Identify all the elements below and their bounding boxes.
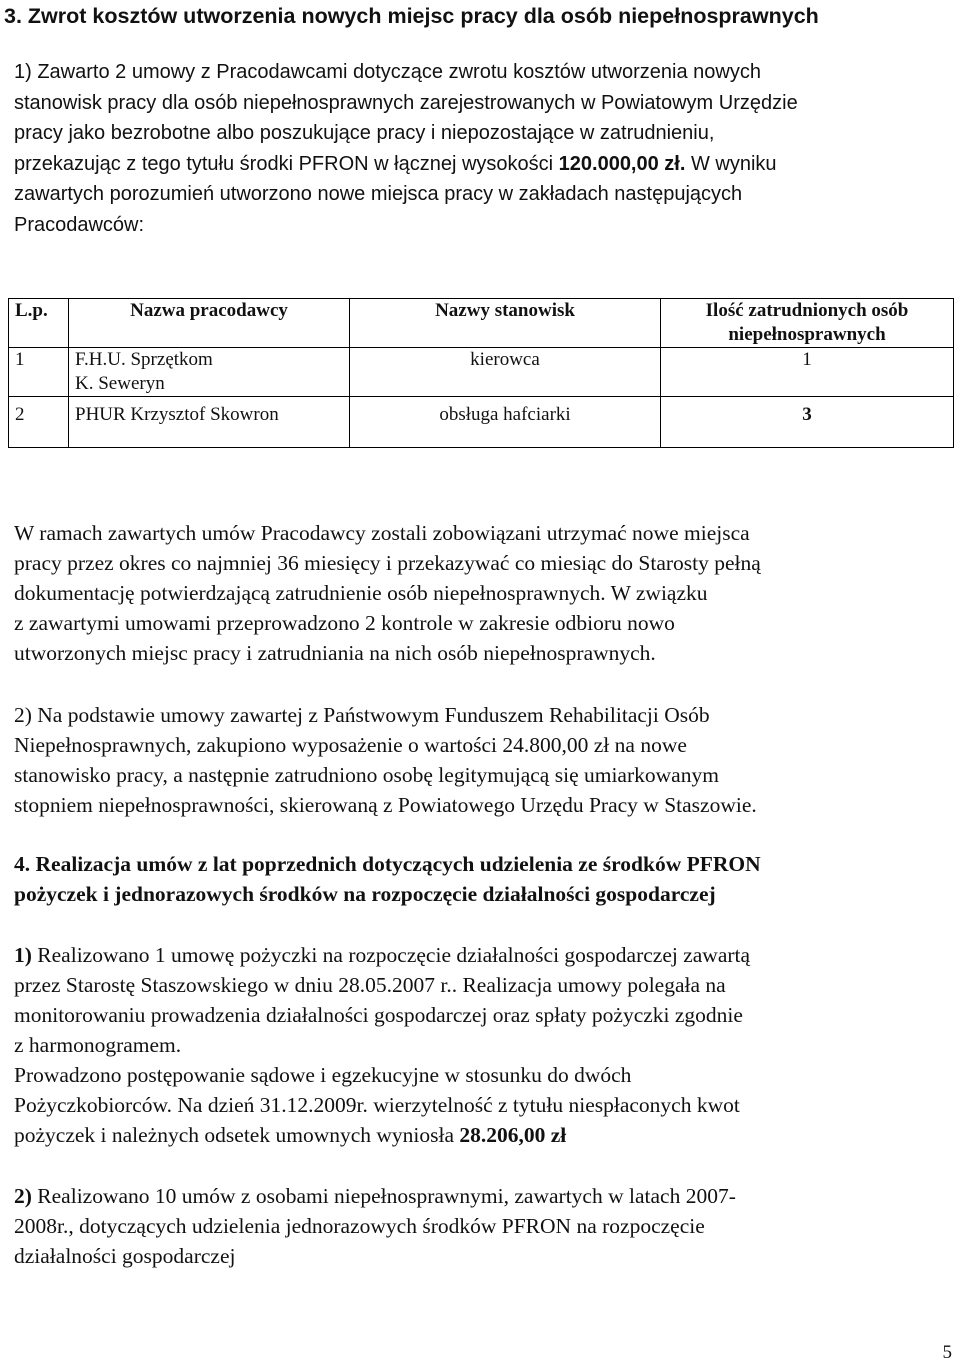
table-row [9,348,954,397]
header-count-line: niepełnosprawnych [728,324,886,345]
text-fragment: Realizowano 1 umowę pożyczki na rozpoczęcie działalności gospodarczej zawartą [31,943,751,967]
text-fragment: Realizowano 10 umów z osobami niepełnosprawnymi, zawartych w latach 2007- [31,1184,736,1208]
text-line: stopniem niepełnosprawności, skierowaną z Powiatowego Urzędu Pracy w Staszowie. [14,793,757,817]
heading-line: 4. Realizacja umów z lat poprzednich dotyczących udzielenia ze środków PFRON [14,852,761,876]
text-line [14,940,944,970]
text-line: pracy jako bezrobotne albo poszukujące pracy i niepozostające w zatrudnieniu, [14,122,715,144]
table-header-row [9,299,954,348]
text-line: przez Starostę Staszowskiego w dniu 28.05.2007 r.. Realizacja umowy polegała na [14,973,726,997]
cell-position: kierowca [350,348,661,397]
cell-count: 3 [661,397,954,448]
text-line [14,1120,944,1150]
cell-lp: 1 [9,348,69,397]
paragraph-grants [14,1181,944,1271]
text-fragment: pożyczek i należnych odsetek umownych wyniosła [14,1123,460,1147]
text-fragment: przekazując z tego tytułu środki PFRON w łącznej wysokości [14,152,559,175]
text-line: działalności gospodarczej [14,1244,236,1268]
cell-employer-name: PHUR Krzysztof Skowron [69,397,350,448]
section-3-heading: 3. Zwrot kosztów utworzenia nowych miejsc pracy dla osób niepełnosprawnych [4,4,819,28]
text-line: monitorowaniu prowadzenia działalności gospodarczej oraz spłaty pożyczki zgodnie [14,1003,743,1027]
amount-bold: 120.000,00 zł. [558,152,686,175]
paragraph-obligations [14,518,944,668]
text-line: Pracodawców: [14,213,145,236]
heading-line: pożyczek i jednorazowych środków na rozpoczęcie działalności gospodarczej [14,882,716,906]
text-line: Pożyczkobiorców. Na dzień 31.12.2009r. wierzytelność z tytułu niespłaconych kwot [14,1093,740,1117]
text-line: utworzonych miejsc pracy i zatrudniania na nich osób niepełnosprawnych. [14,641,656,665]
header-employer-name: Nazwa pracodawcy [69,299,350,348]
text-line: W ramach zawartych umów Pracodawcy zostali zobowiązani utrzymać nowe miejsca [14,521,750,545]
text-line: 1) Zawarto 2 umowy z Pracodawcami dotyczące zwrotu kosztów utworzenia nowych [14,61,761,83]
text-line [14,1181,944,1211]
text-line: 2) Na podstawie umowy zawartej z Państwowym Funduszem Rehabilitacji Osób [14,703,710,727]
paragraph-contracts [14,57,944,240]
text-line: zawartych porozumień utworzono nowe miejsca pracy w zakładach następujących [14,183,743,205]
text-line: pracy przez okres co najmniej 36 miesięcy i przekazywać co miesiąc do Starosty pełną [14,551,761,575]
text-line: stanowisko pracy, a następnie zatrudniono osobę legitymującą się umiarkowanym [14,763,719,787]
item-number: 2) [14,1184,32,1208]
cell-lp: 2 [9,397,69,448]
amount-bold: 28.206,00 zł [459,1123,567,1147]
employers-table [8,298,954,448]
table-row [9,397,954,448]
header-count [661,299,954,348]
paragraph-loan [14,940,944,1150]
text-line: z harmonogramem. [14,1033,182,1057]
header-count-line: Ilość zatrudnionych osób [705,300,909,321]
cell-count: 1 [661,348,954,397]
text-line [14,149,944,180]
header-lp: L.p. [9,299,69,348]
text-line: z zawartymi umowami przeprowadzono 2 kontrole w zakresie odbioru nowo [14,611,675,635]
section-4-heading [14,849,944,909]
employer-name-line: K. Seweryn [75,373,165,394]
text-line: dokumentację potwierdzającą zatrudnienie osób niepełnosprawnych. W związku [14,581,708,605]
employer-name-line: F.H.U. Sprzętkom [75,349,213,370]
text-line: 2008r., dotyczących udzielenia jednorazowych środków PFRON na rozpoczęcie [14,1214,705,1238]
paragraph-equipment [14,700,944,820]
text-fragment: W wyniku [685,152,777,175]
text-line: stanowisk pracy dla osób niepełnosprawnych zarejestrowanych w Powiatowym Urzędzie [14,91,798,114]
header-positions: Nazwy stanowisk [350,299,661,348]
item-number: 1) [14,943,32,967]
text-line: Niepełnosprawnych, zakupiono wyposażenie o wartości 24.800,00 zł na nowe [14,733,687,757]
page-number: 5 [942,1342,952,1363]
cell-employer-name [69,348,350,397]
cell-position: obsługa hafciarki [350,397,661,448]
text-line: Prowadzono postępowanie sądowe i egzekucyjne w stosunku do dwóch [14,1063,632,1087]
